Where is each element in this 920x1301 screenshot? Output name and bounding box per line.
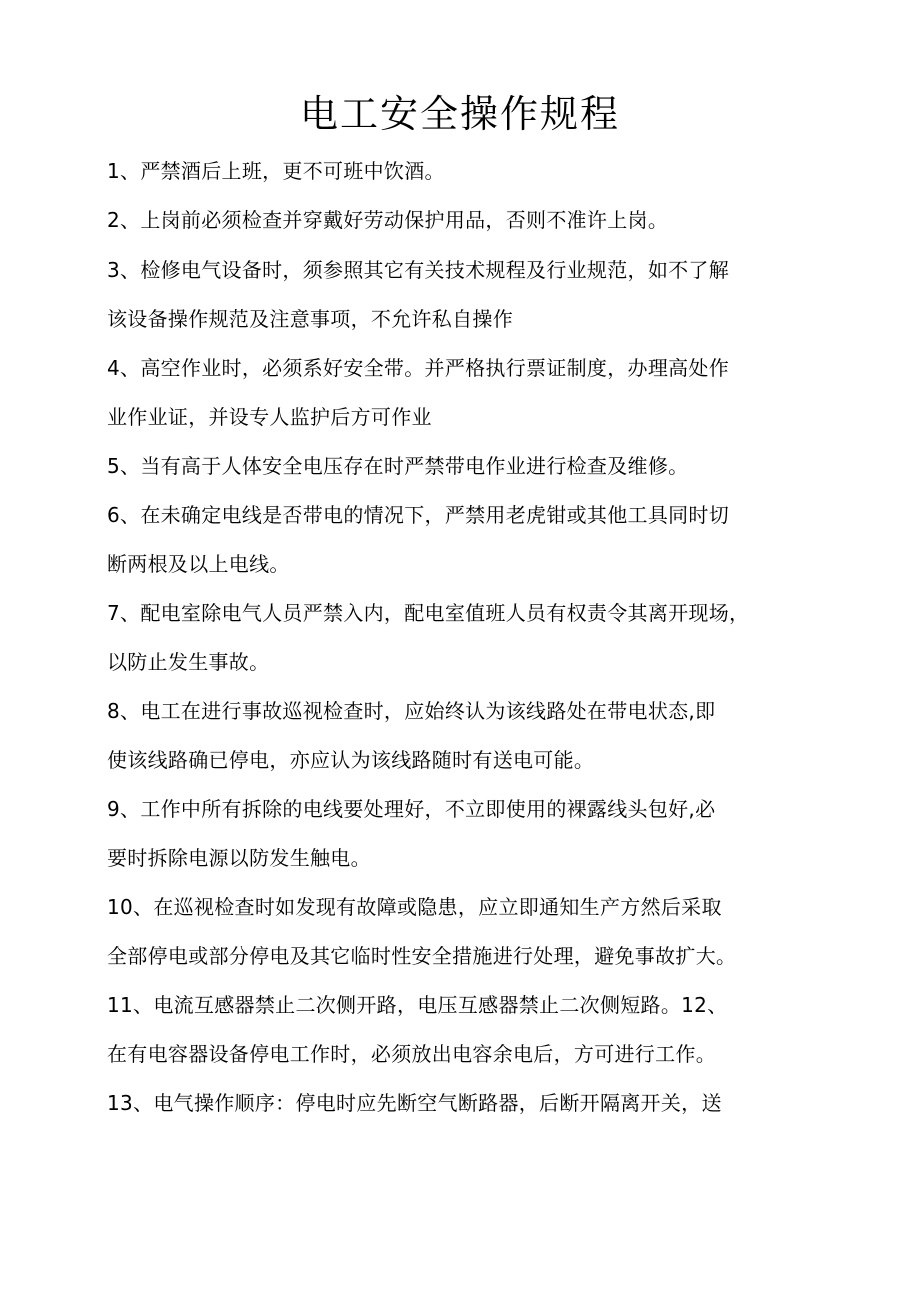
text-line: 11、电流互感器禁止二次侧开路，电压互感器禁止二次侧短路。12、 [107, 993, 728, 1017]
text-line: 7、配电室除电气人员严禁入内，配电室值班人员有权责令其离开现场， [107, 601, 750, 625]
text-line: 6、在未确定电线是否带电的情况下，严禁用老虎钳或其他工具同时切 [107, 503, 730, 527]
text-line: 在有电容器设备停电工作时，必须放出电容余电后，方可进行工作。 [107, 1042, 716, 1066]
text-line: 9、工作中所有拆除的电线要处理好，不立即使用的裸露线头包好,必 [107, 797, 716, 821]
text-line: 5、当有高于人体安全电压存在时严禁带电作业进行检查及维修。 [107, 454, 689, 478]
text-line: 业作业证，并设专人监护后方可作业 [107, 405, 432, 429]
page-title: 电工安全操作规程 [299, 92, 620, 136]
text-line: 1、严禁酒后上班，更不可班中饮酒。 [107, 159, 445, 183]
text-line: 10、在巡视检查时如发现有故障或隐患，应立即通知生产方然后采取 [107, 895, 722, 919]
text-line: 8、电工在进行事故巡视检查时，应始终认为该线路处在带电状态,即 [107, 699, 716, 723]
text-line: 使该线路确已停电，亦应认为该线路随时有送电可能。 [107, 748, 595, 772]
text-line: 13、电气操作顺序：停电时应先断空气断路器，后断开隔离开关，送 [107, 1091, 722, 1115]
text-line: 该设备操作规范及注意事项，不允许私自操作 [107, 307, 513, 331]
text-line: 以防止发生事故。 [107, 650, 270, 674]
text-line: 断两根及以上电线。 [107, 552, 290, 576]
text-line: 3、检修电气设备时，须参照其它有关技术规程及行业规范，如不了解 [107, 258, 730, 282]
text-line: 全部停电或部分停电及其它临时性安全措施进行处理，避免事故扩大。 [107, 944, 737, 968]
text-line: 4、高空作业时，必须系好安全带。并严格执行票证制度，办理高处作 [107, 356, 730, 380]
text-line: 2、上岗前必须检查并穿戴好劳动保护用品，否则不准许上岗。 [107, 208, 669, 232]
text-line: 要时拆除电源以防发生触电。 [107, 846, 371, 870]
